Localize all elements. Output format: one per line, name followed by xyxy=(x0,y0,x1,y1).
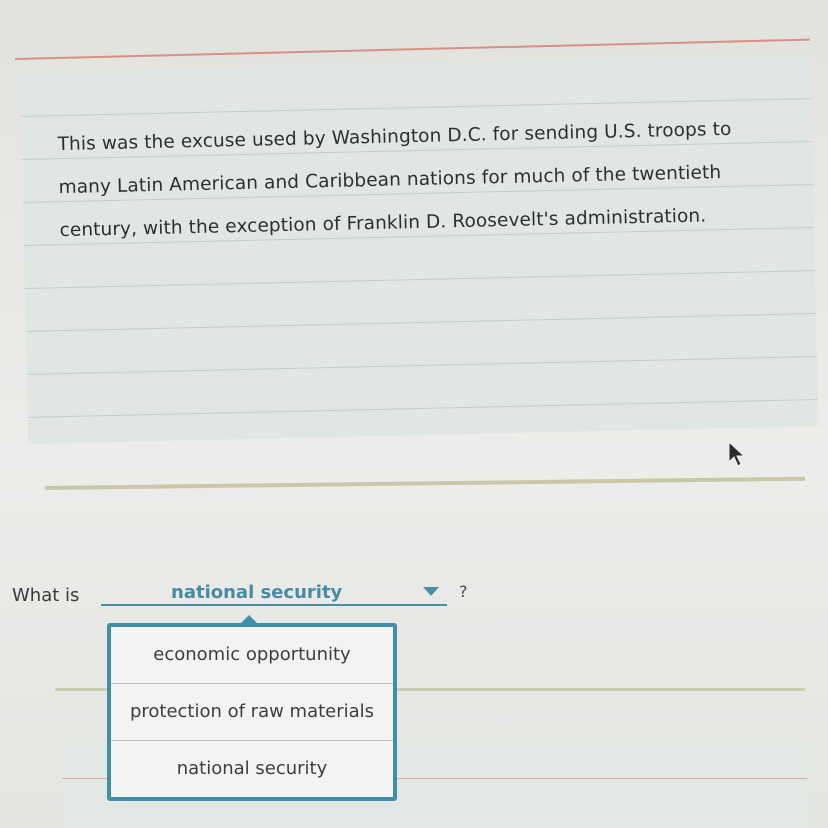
dropdown-option-protection-of-raw-materials[interactable]: protection of raw materials xyxy=(111,684,393,741)
section-divider xyxy=(45,477,805,490)
answer-prompt xyxy=(12,582,532,612)
question-card xyxy=(20,54,818,444)
card-rule xyxy=(27,356,817,375)
dropdown-option-economic-opportunity[interactable]: economic opportunity xyxy=(111,627,393,684)
triangle-down-icon xyxy=(423,587,439,596)
card-rule xyxy=(26,313,816,332)
answer-dropdown[interactable] xyxy=(101,582,447,606)
prompt-label: What is xyxy=(12,585,80,606)
mouse-pointer-icon xyxy=(727,440,749,468)
dropdown-options-list xyxy=(107,623,397,801)
dropdown-selected-value: national security xyxy=(171,582,343,603)
dropdown-option-national-security[interactable]: national security xyxy=(176,758,328,779)
prompt-suffix: ? xyxy=(459,582,468,601)
card-rule xyxy=(25,270,815,289)
question-text: This was the excuse used by Washington D.C. for sending U.S. troops to many Latin American and Caribbean nations for much of the twentieth century, with the exception of Franklin D. Roosevelt's administration. xyxy=(57,118,732,242)
card-rule xyxy=(28,399,818,418)
